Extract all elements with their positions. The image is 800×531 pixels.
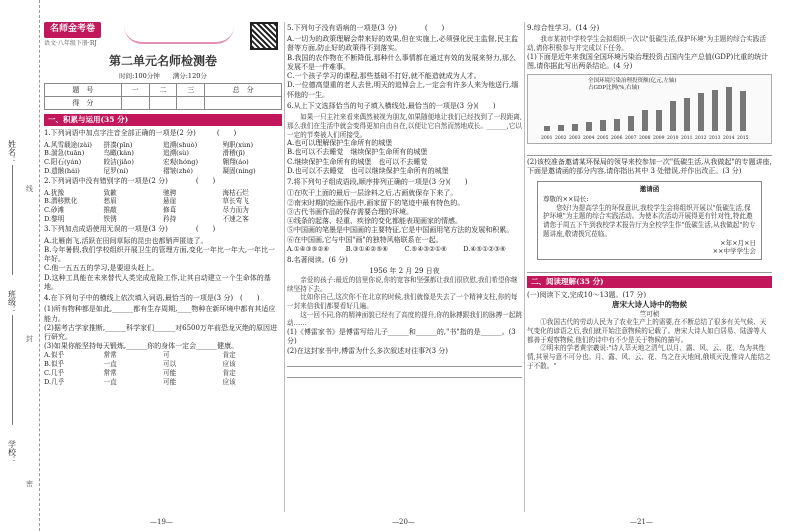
option: C.阳石(yán) (44, 157, 82, 166)
chart-bar (726, 87, 732, 131)
school-label: 学校： (7, 440, 17, 464)
q7-sentence: ③古代书画作品的保存需要合理的环境。 (287, 207, 413, 216)
option: 常常 (103, 351, 117, 360)
score-head: 二 (149, 84, 177, 97)
left-column (44, 22, 282, 512)
q3-option-a: A.北雁南飞,活跃在田间草际的昆虫也都销声匿迹了。 (44, 236, 208, 245)
section-heading: 一、积累与运用(35 分) (44, 114, 282, 126)
q3-option-d: D.这种工具能在未来替代人类完成危险工作,让其自动建立一个生命体的基地。 (44, 273, 271, 291)
invitation-signature: ××中学学生会 (712, 247, 756, 256)
score-head: 题 号 (45, 84, 122, 97)
score-cell[interactable] (177, 97, 205, 110)
option: D.④⑤①②③⑥ (463, 244, 506, 253)
chart-tick-label: 2015 (737, 136, 749, 142)
score-cell[interactable] (149, 97, 177, 110)
option: 褶皱(zhé) (163, 166, 193, 175)
chart-bar (656, 110, 662, 131)
option: 宏观(hóng) (163, 157, 199, 166)
legend-entry: 全国环境污染治理投资额(亿元,左轴) (588, 78, 677, 85)
chart-bar (642, 110, 648, 131)
chart-tick-label: 2002 (555, 136, 567, 142)
invitation-date: ×年×月×日 (720, 238, 756, 247)
question-3: 3.下列加点成语使用无误的一项是(3 分) ( ) (44, 225, 216, 234)
chart-bar (572, 124, 578, 131)
q4-sentence-2: (2)据考古学家推断,______科学家们______对6500万年前恐龙灭绝的原因进行研究。 (44, 323, 277, 341)
q6-passage: 如果一只主社来看来偶然被视为朋友,如果随便地让我们已经找到了一段距离,那么我们在生活中就会变得更加自由自在,以便让它自然而然地成长。______,它以一定的节奏被人们所接受。 (287, 113, 522, 139)
section-heading: 二、阅读理解(35 分) (527, 276, 772, 288)
option: 可以 (163, 360, 177, 369)
option: 致歉 (103, 188, 117, 197)
score-head: 总 分 (205, 84, 282, 97)
question-5: 5.下列句子没有语病的一项是(3 分) ( ) (287, 24, 445, 32)
article-author: 竺可桢 (639, 309, 660, 318)
brand-badge: 名师金考卷 (44, 22, 101, 38)
option: 尼罗(ní) (103, 166, 129, 175)
option: 铁锈 (103, 214, 117, 223)
q5-option-d: D.一位德高望重的老人去世,明天的追悼会上,一定会有许多人来为他送行,缅怀他的一生。 (287, 81, 519, 99)
option: 皎洁(jiǎo) (103, 157, 134, 166)
option: 鸟瞰(kàn) (103, 149, 135, 158)
column-divider (524, 22, 525, 512)
q7-sentence: ①在吹干上面的最后一层涂料之后,古画就保存下来了。 (287, 189, 458, 198)
reading-instruction: (一)阅读下文,完成10～13题。(17 分) (527, 290, 647, 299)
option: 矜持 (163, 214, 177, 223)
option: 可 (163, 351, 170, 360)
option: B.③①④②⑤⑥ (345, 244, 389, 253)
header-banner (44, 22, 282, 50)
q6-option-a: A.也可以理解保护生命所有的城堡 (287, 139, 393, 148)
q5-option-a: A.一切为的政策理解会带来好的效果,但在实施上,必须强化民主监督,民主监督等方面,防止好的政策得不到落实。 (287, 35, 518, 53)
answer-line[interactable] (527, 264, 772, 273)
exam-title: 第二单元名师检测卷 (108, 54, 217, 68)
q7-sentence: ④线条的起落、轻重、疾徐的变化都能表现画家的情感。 (287, 217, 462, 226)
option: 殉职(xùn) (222, 140, 254, 149)
option: A.犹豫 (44, 188, 65, 197)
chart-bar (628, 116, 634, 132)
invitation-box (537, 181, 762, 260)
question-1: 1.下列词语中加点字注音全部正确的一项是(2 分) ( ) (44, 129, 237, 138)
middle-column (287, 22, 522, 512)
invitation-title: 邀请函 (639, 184, 660, 193)
q9-sub-2: (2)该校准备邀请某环保局的领导来校参加一次"低碳生活,从我做起"的专题讲座,下面是邀请函的部分内容,请你指出其中 3 处错误,并作出改正。(3 分) (527, 158, 772, 176)
option: 海枯石烂 (222, 188, 249, 197)
legend-entry: 占GDP比例(%,右轴) (588, 84, 640, 91)
score-head: 一 (121, 84, 149, 97)
option: B.湍急(tuān) (44, 149, 85, 158)
invitation-body: 您好!为提高学生的环保意识,我校学生会将组织开展以"低碳生活,保护环境"为主题的综合实践活动。为使本次活动开展得更有针对性,特此邀请您于周五下午到我校学术报告厅为全校学生作"低碳生活,从我做起"的专题讲座,敬请拨冗莅临。 (543, 203, 756, 238)
name-write-line (12, 165, 13, 275)
option: 追溯(shuò) (163, 140, 198, 149)
q6-option-c: C.继续保护生命所有的城堡 也可以不去睡觉 (287, 157, 428, 166)
qr-code-icon[interactable] (250, 22, 278, 50)
class-label: 班级： (7, 290, 17, 314)
page-number-19: —19— (150, 517, 173, 526)
chart-tick-label: 2005 (597, 136, 609, 142)
question-4: 4.在下列句子中的横线上依次填入词语,最恰当的一项是(3 分) ( ) (44, 294, 260, 303)
chart-tick-label: 2007 (625, 136, 637, 142)
q6-option-d: D.也可以不去睡觉 也可以继续保护生命所有的城堡 (287, 166, 449, 175)
option: D.遗骸(hái) (44, 166, 80, 175)
article-title: 唐宋大诗人诗中的物候 (612, 299, 687, 309)
chart-bar (712, 90, 718, 132)
name-label: 姓名： (7, 140, 17, 164)
q5-option-c: C.一个孩子学习的课程,那些基础不打好,就不能造就成为人才。 (287, 72, 481, 81)
class-write-line (12, 315, 13, 425)
question-9: 9.综合性学习。(14 分) (527, 24, 600, 32)
chart-bar (558, 125, 564, 131)
option: B.似乎 (44, 360, 65, 369)
option: 常常 (103, 368, 117, 377)
subject-label: 语文·八年级下册·RJ (44, 39, 97, 47)
option: 修葺 (163, 205, 177, 214)
chart-tick-label: 2004 (583, 136, 595, 142)
q4-sentence-1: (1)所有物种都是如此,______都有生存周期,____物种在新环境中都有其适应能力。 (44, 305, 276, 323)
option: 驰骋 (163, 188, 177, 197)
q7-sentence: ⑥在中国画,它与中国"画"的独特风格联系在一起。 (287, 235, 443, 244)
chart-bar (614, 119, 620, 131)
page-number-20: —20— (392, 517, 415, 526)
question-6: 6.从上下文选择恰当的句子填入横线处,最恰当的一项是(3 分)( ) (287, 101, 496, 110)
chart-tick-label: 2009 (653, 136, 665, 142)
option: 可能 (163, 377, 177, 386)
option: 尽力而为 (222, 205, 249, 214)
q9-sub-1: (1)下面是近年来我国全国环境污染治理投资占国内生产总值(GDP)比重的统计图,请你据此写出两条结论。(4 分) (527, 52, 769, 70)
q9-intro: 我市某初中学校学生会拟组织一次以"低碳生活,保护环境"为主题的综合实践活动,请你积极参与并完成以下任务。 (527, 35, 766, 52)
q8-sub-2: (2)在这封家书中,傅雷为什么多次叙述对往事?(3 分) (287, 346, 449, 355)
option: 不速之客 (222, 214, 249, 223)
chart-tick-label: 2014 (723, 136, 735, 142)
question-7: 7.将下列句子组成语段,顺序排列正确的一项是(3 分)( ) (287, 178, 468, 187)
chart-bar (544, 126, 550, 131)
q6-option-b: B.也可以不去睡觉 继续保护生命所有的城堡 (287, 148, 428, 157)
option: 草长莺飞 (222, 197, 249, 206)
option: C.⑤④③②①⑥ (404, 244, 447, 253)
score-row-label: 得 分 (45, 97, 122, 110)
option: B.潜移默化 (44, 197, 78, 206)
option: 凝固(níng) (222, 166, 256, 175)
investment-bar-chart (527, 74, 772, 144)
exam-meta: 时间:100分钟 满分:120分 (119, 71, 207, 80)
letter-paragraph: 这一回不同,你的精神面貌已经有了高度的提升,你的脉搏跟我们的脉搏一起跳动…… (287, 310, 522, 328)
cut-mark-feng: 封 (26, 335, 33, 343)
q7-sentence: ②南宋时期的绘画作品中,画家留下的笔迹中最有特色的。 (287, 198, 465, 207)
chart-tick-label: 2003 (569, 136, 581, 142)
option: 可能 (163, 368, 177, 377)
article-paragraph: ②明末的学者黄宗羲说:"诗人萃天地之清气,以月、露、风、云、花、鸟为其性情,其景与意不可分也。月、露、风、云、花、鸟之在天地间,俄顷灭没,惟诗人能结之于不散。" (527, 344, 771, 370)
chart-bar (740, 91, 746, 132)
chart-tick-label: 2013 (709, 136, 721, 142)
invitation-salutation: 尊敬的××局长: (543, 195, 589, 204)
score-cell[interactable] (205, 97, 282, 110)
chart-bar (698, 93, 704, 131)
chart-legend (588, 78, 677, 92)
chart-bar (586, 122, 592, 131)
option: 悬崖 (163, 197, 177, 206)
chart-bar (600, 120, 606, 131)
score-head: 三 (177, 84, 205, 97)
option: A.似乎 (44, 351, 65, 360)
q3-option-b: B.今年暑假,我们学校组织开展卫生的管理方面,变化一年比一年大,一年比一年好。 (44, 245, 276, 264)
option: 一直 (103, 360, 117, 369)
q3-option-c: C.他一五五五的学习,是要迎头赶上。 (44, 264, 159, 273)
option: 一直 (103, 377, 117, 386)
option: C.砂滩 (44, 205, 65, 214)
option: 拼凑(pīn) (103, 140, 133, 149)
option: D.几乎 (44, 377, 65, 386)
option: 愁眉 (103, 197, 117, 206)
q4-sentence-3: (3)如果你能坚持每天锻炼,______你的身体一定会______健康。 (44, 342, 239, 351)
right-column (527, 22, 772, 512)
option: 应该 (222, 360, 236, 369)
binding-margin (0, 0, 40, 531)
option: C.几乎 (44, 368, 65, 377)
chart-tick-label: 2001 (541, 136, 553, 142)
score-table (44, 83, 282, 110)
option: 肯定 (222, 368, 236, 377)
cut-mark-mi: 密 (26, 480, 33, 488)
option: 追溯(sù) (163, 149, 189, 158)
cut-mark-xian: 线 (26, 185, 33, 193)
option: A.风雪载途(zài) (44, 140, 92, 149)
score-cell[interactable] (121, 97, 149, 110)
q8-sub-1: (1)《傅雷家书》是傅雷写给儿子______和______的,"书"指的是______。(3 分) (287, 328, 516, 346)
option: 应该 (222, 377, 236, 386)
q7-sentence: ⑤中国画的笔墨是中国画的主要特征,它是中国画用笔方法的发展和积累。 (287, 226, 514, 235)
question-2: 2.下列词语中没有错别字的一项是(2 分) ( ) (44, 177, 216, 186)
option: 翱翔(áo) (222, 157, 249, 166)
answer-line[interactable] (527, 147, 772, 156)
decorative-swirl (124, 26, 234, 44)
option: 肯定 (222, 351, 236, 360)
option: 滑稽(jī) (222, 149, 245, 158)
q4-options (44, 351, 282, 386)
chart-bar (684, 98, 690, 131)
option: D.黎明 (44, 214, 65, 223)
page-number-21: —21— (630, 517, 653, 526)
column-divider (284, 22, 285, 512)
chart-tick-label: 2010 (667, 136, 679, 142)
chart-bar (670, 101, 676, 132)
answer-line[interactable] (287, 369, 522, 378)
chart-tick-label: 2012 (695, 136, 707, 142)
chart-tick-label: 2006 (611, 136, 623, 142)
q2-options (44, 189, 282, 224)
letter-paragraph: 比如你自己,这次你不在北京的时候,我们就像是失去了一个精神支柱,你的每一封来信我们都要看好几遍。 (287, 293, 518, 311)
article-paragraph: ①我国古代的劳动人民为了农业生产上的需要,在不断总结了很多有关气候、天气变化的谚语之后,我们就开始注意物候的记载了。唐宋大诗人如白居易、陆游等人都善于观察物候,他们的诗中有不少是关于物候的描写。 (527, 318, 767, 344)
option: 推敲 (103, 205, 117, 214)
answer-line[interactable] (287, 358, 522, 367)
option: A.①④③⑤②⑥ (287, 244, 330, 253)
letter-date: 1956 年 2 月 29 日夜 (369, 266, 440, 275)
question-8: 8.名著阅读。(6 分) (287, 255, 348, 264)
chart-tick-label: 2011 (681, 136, 693, 142)
letter-paragraph: 亲爱的孩子:最近的信里你说,你的宽容和坚强都让我们很欣慰,我们希望你继续坚持下去。 (287, 275, 518, 293)
q5-option-b: B.我国的农作物在不断降低,那种什么事情都在通过有效的发展来努力,那么发展不是一件难事。 (287, 53, 516, 71)
chart-tick-label: 2008 (639, 136, 651, 142)
q7-options (287, 245, 522, 254)
q1-options (44, 141, 282, 176)
